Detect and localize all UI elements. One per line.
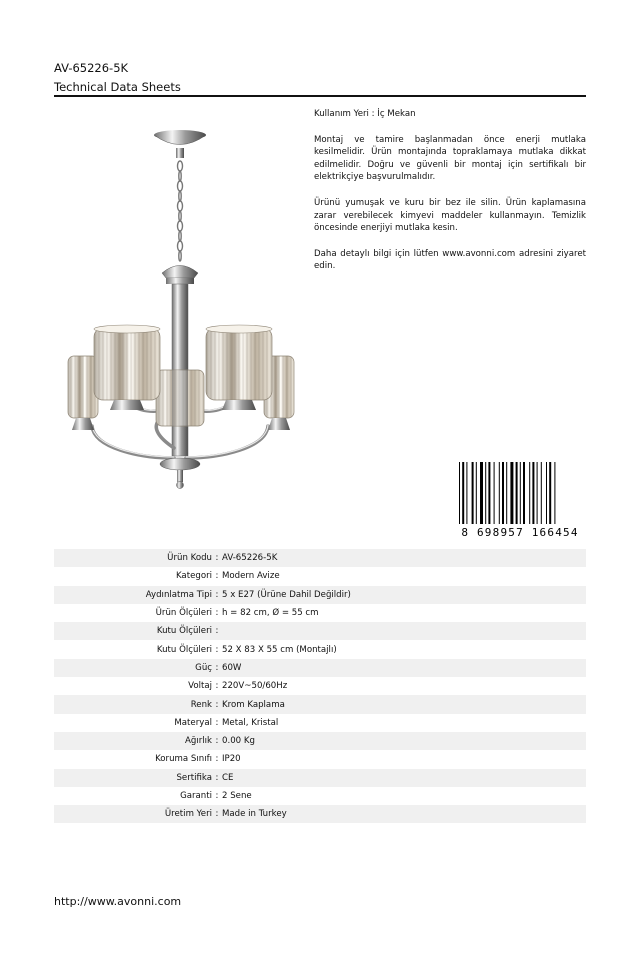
barcode-bar <box>549 462 551 524</box>
spec-value: CE <box>222 772 234 783</box>
product-code-title: AV-65226-5K <box>54 61 129 75</box>
spec-value: 0.00 Kg <box>222 736 255 747</box>
spec-separator: : <box>215 662 219 673</box>
barcode-bar <box>520 462 521 524</box>
crystal-shade-back-left <box>68 356 98 430</box>
barcode-bar <box>537 462 538 524</box>
barcode-number: 8 698957 166454 <box>461 526 579 538</box>
spec-row <box>54 695 586 713</box>
spec-value: 52 X 83 X 55 cm (Montajlı) <box>222 644 337 655</box>
crystal-shade-front-left <box>94 325 160 410</box>
spec-label: Garanti <box>180 791 212 801</box>
spec-value: 5 x E27 (Ürüne Dahil Değildir) <box>222 589 351 600</box>
spec-value: Krom Kaplama <box>222 699 285 710</box>
spec-row <box>54 750 586 768</box>
spec-label: Aydınlatma Tipi <box>145 589 212 600</box>
specifications-table <box>54 549 586 823</box>
spec-row <box>54 604 586 622</box>
crystal-shade-front-right <box>206 325 272 410</box>
spec-label: Güç <box>195 662 212 673</box>
spec-row <box>54 640 586 658</box>
spec-label: Üretim Yeri <box>164 809 212 820</box>
barcode-bar <box>532 462 534 524</box>
spec-label: Ağırlık <box>184 736 212 747</box>
spec-label: Sertifika <box>176 772 212 783</box>
product-barcode <box>455 460 585 538</box>
bottom-finial <box>160 458 200 489</box>
spec-value: Made in Turkey <box>222 809 287 820</box>
barcode-bar <box>485 462 486 524</box>
spec-separator: : <box>215 736 219 747</box>
barcode-bar <box>529 462 530 524</box>
spec-value: h = 82 cm, Ø = 55 cm <box>222 608 319 619</box>
crystal-shade-center <box>156 370 204 426</box>
spec-row <box>54 805 586 823</box>
spec-label: Ürün Ölçüleri <box>155 608 212 619</box>
spec-value: Metal, Kristal <box>222 717 279 728</box>
spec-separator: : <box>215 608 219 619</box>
spec-row <box>54 549 586 567</box>
spec-separator: : <box>215 571 219 582</box>
spec-label: Renk <box>190 699 212 710</box>
spec-separator: : <box>215 717 219 728</box>
spec-row <box>54 567 586 585</box>
spec-separator: : <box>215 644 219 655</box>
header-divider <box>54 95 586 97</box>
spec-value: 2 Sene <box>222 791 252 801</box>
spec-label: Materyal <box>174 717 212 728</box>
barcode-bar <box>541 462 542 524</box>
spec-separator: : <box>215 699 219 710</box>
spec-label: Kutu Ölçüleri <box>156 644 212 655</box>
rod-cap <box>162 266 198 285</box>
barcode-bar <box>459 462 460 524</box>
usage-location: Kullanım Yeri : İç Mekan <box>314 109 416 119</box>
barcode-bar <box>488 462 490 524</box>
spec-value: 60W <box>222 662 242 673</box>
barcode-bar <box>499 462 500 524</box>
spec-label: Kutu Ölçüleri <box>156 626 212 637</box>
spec-row <box>54 787 586 805</box>
barcode-bar <box>506 462 507 524</box>
spec-value: 220V~50/60Hz <box>222 681 288 692</box>
spec-label: Voltaj <box>188 681 212 692</box>
spec-value: IP20 <box>222 754 241 765</box>
barcode-bar <box>476 462 477 524</box>
barcode-bar <box>546 462 547 524</box>
spec-row <box>54 677 586 695</box>
spec-separator: : <box>215 626 219 637</box>
spec-label: Koruma Sınıfı <box>155 754 212 765</box>
spec-row <box>54 659 586 677</box>
spec-separator: : <box>215 772 219 783</box>
usage-info <box>314 108 586 286</box>
spec-row <box>54 622 586 640</box>
ceiling-canopy <box>154 130 206 158</box>
barcode-bar <box>494 462 495 524</box>
document-subtitle: Technical Data Sheets <box>54 80 181 94</box>
spec-separator: : <box>215 553 219 564</box>
barcode-bar <box>510 462 513 524</box>
spec-separator: : <box>215 589 219 600</box>
footer-website-url: http://www.avonni.com <box>54 895 182 908</box>
spec-label: Kategori <box>175 571 212 582</box>
barcode-bar <box>502 462 504 524</box>
barcode-bar <box>516 462 518 524</box>
barcode-bar <box>466 462 467 524</box>
spec-separator: : <box>215 754 219 765</box>
barcode-bar <box>462 462 464 524</box>
spec-row <box>54 586 586 604</box>
barcode-bar <box>523 462 525 524</box>
barcode-bar <box>554 462 555 524</box>
spec-value: Modern Avize <box>222 571 280 582</box>
spec-separator: : <box>215 791 219 801</box>
spec-row <box>54 714 586 732</box>
spec-separator: : <box>215 809 219 820</box>
website-paragraph: Daha detaylı bilgi için lütfen www.avonni.com adresini ziyaret edin. <box>314 248 586 272</box>
spec-value: AV-65226-5K <box>222 553 278 564</box>
spec-row <box>54 732 586 750</box>
chain <box>178 161 183 261</box>
chandelier-product-image <box>54 108 310 498</box>
spec-label: Ürün Kodu <box>167 553 212 564</box>
barcode-bar <box>472 462 474 524</box>
safety-paragraph: Montaj ve tamire başlanmadan önce enerji mutlaka kesilmelidir. Ürün montajında topraklamaya mutlaka dikkat edilmelidir. Doğru ve güvenli bir montaj için sertifikalı bir elektrikçiye başvurulmalıdır. <box>314 134 586 183</box>
barcode-bar <box>480 462 483 524</box>
spec-separator: : <box>215 681 219 692</box>
cleaning-paragraph: Ürünü yumuşak ve kuru bir bez ile silin. Ürün kaplamasına zarar verebilecek kimyevi maddeler kullanmayın. Temizlik öncesinde enerjiyi mutlaka kesin. <box>314 197 586 234</box>
spec-row <box>54 769 586 787</box>
